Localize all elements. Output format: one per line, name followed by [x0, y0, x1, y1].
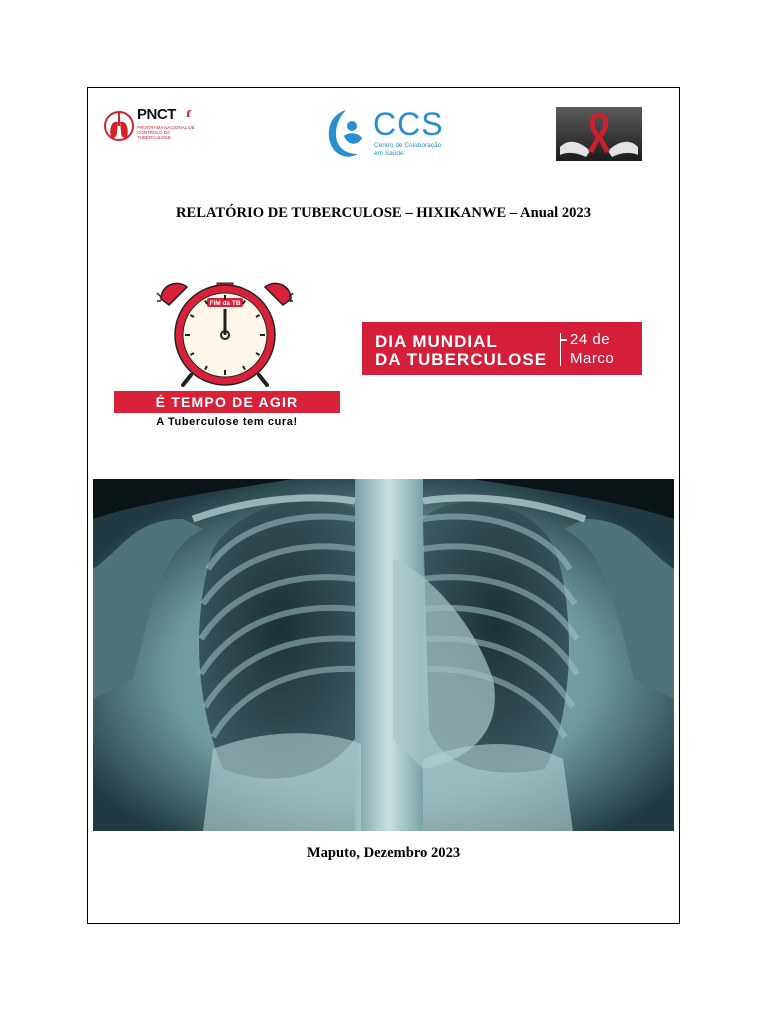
tb-day-date-line1: 24 de	[570, 331, 611, 348]
place-date: Maputo, Dezembro 2023	[306, 845, 461, 861]
tb-day-date-line2: Marco	[570, 350, 615, 367]
alarm-clock-icon	[155, 277, 295, 389]
ccs-logo-name: CCS	[373, 106, 444, 142]
pnct-ribbon-icon: ɾ	[186, 105, 193, 121]
red-ribbon-hands-icon	[556, 107, 642, 161]
tuberculose-cura-text: A Tuberculose tem cura!	[156, 416, 298, 428]
pnct-logo-name: PNCT	[137, 106, 176, 123]
report-title: RELATÓRIO DE TUBERCULOSE – HIXIKANWE – Anual 2023	[175, 205, 592, 221]
tb-day-line2: DA TUBERCULOSE	[375, 350, 548, 369]
pnct-logo-subtitle: PROGRAMA NACIONAL DE CONTROLO DA TUBERCULOSE	[137, 125, 195, 140]
pnct-logo	[104, 104, 200, 150]
ccs-logo-subtitle: Centro de Colaboração em Saúde	[374, 142, 442, 157]
tb-day-line1: DIA MUNDIAL	[375, 332, 498, 351]
ccs-swirl-icon	[326, 106, 368, 162]
clock-label: FIM da TB	[209, 300, 241, 307]
ccs-logo	[326, 106, 446, 162]
tempo-de-agir-banner: É TEMPO DE AGIR	[114, 391, 340, 413]
chest-xray-image	[93, 479, 674, 831]
world-tb-day-banner	[362, 322, 642, 375]
tb-day-tick-icon	[561, 339, 567, 341]
tb-day-divider	[560, 333, 561, 366]
lungs-icon	[104, 104, 134, 148]
